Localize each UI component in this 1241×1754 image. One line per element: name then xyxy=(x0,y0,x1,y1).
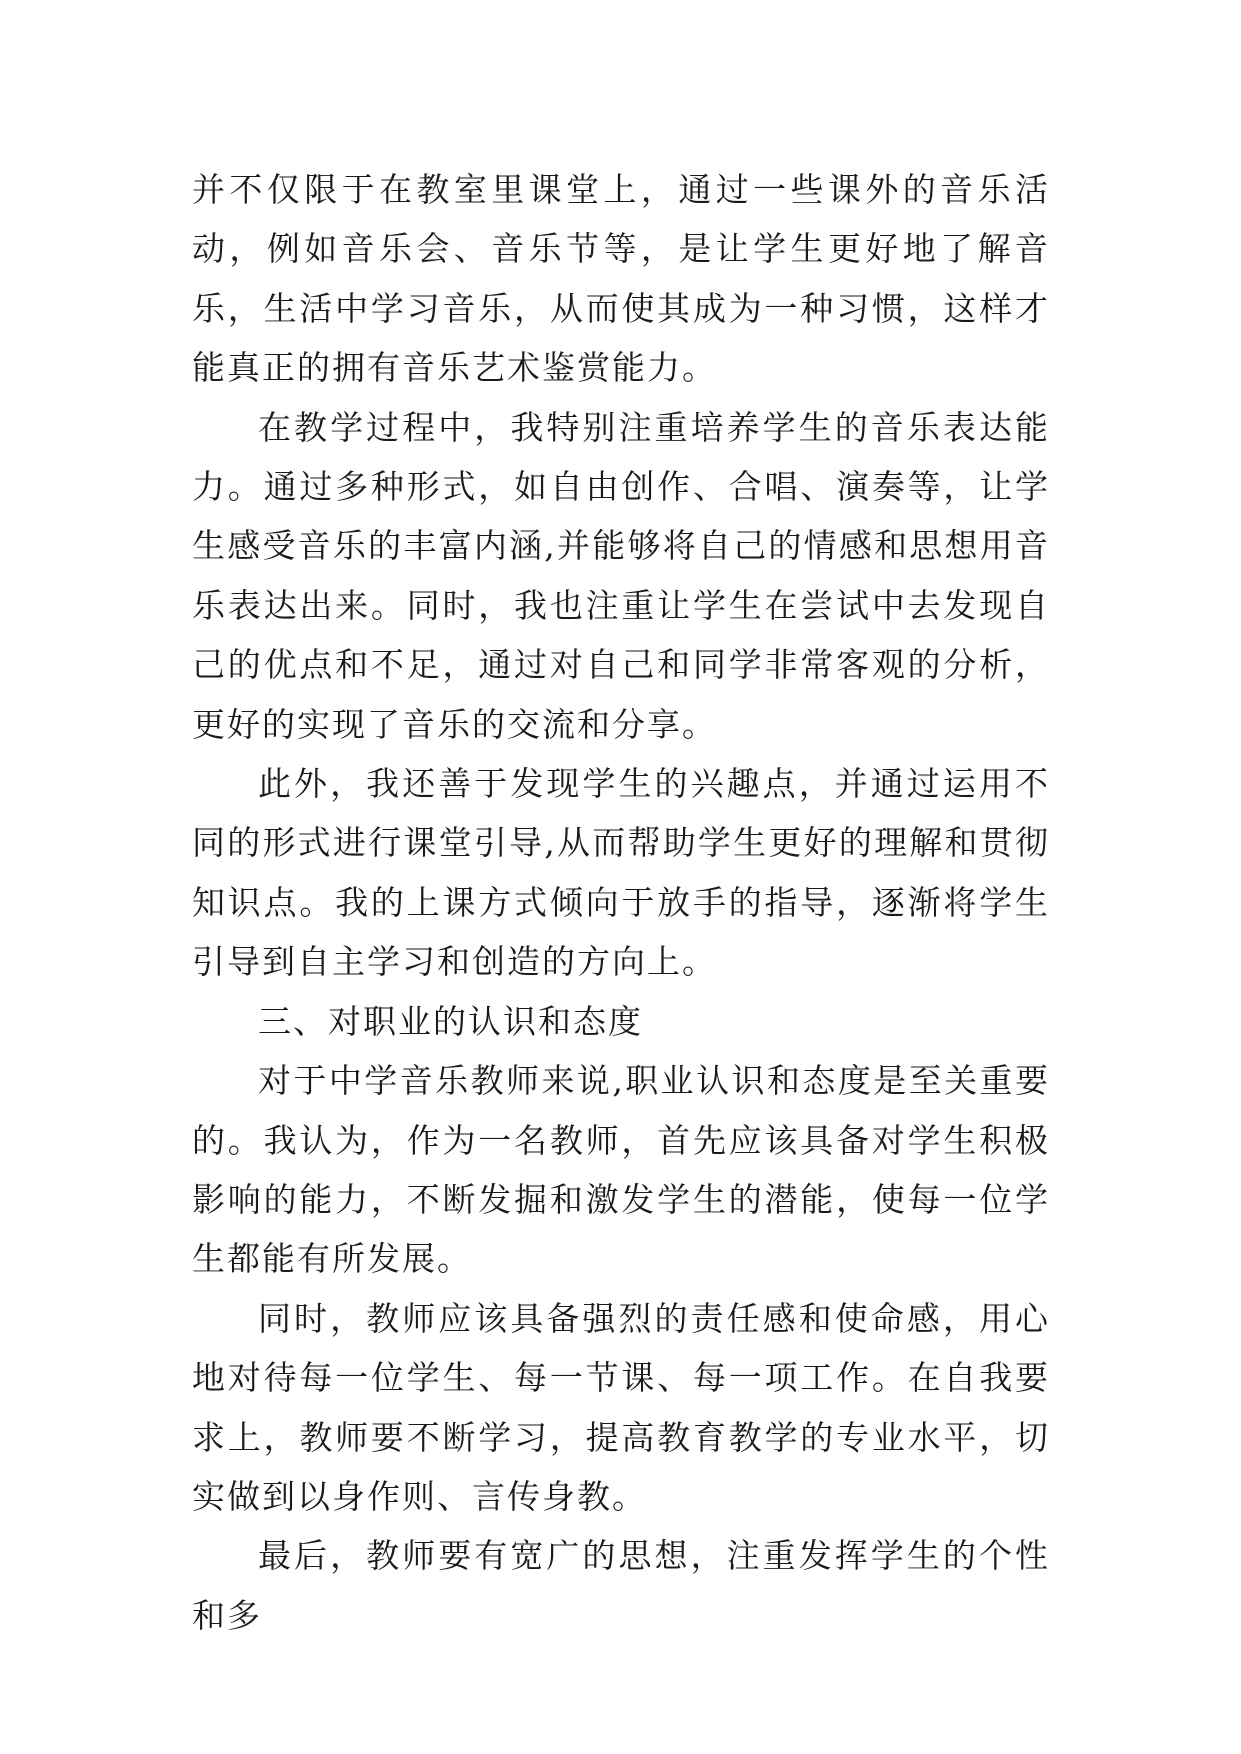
paragraph-2: 在教学过程中，我特别注重培养学生的音乐表达能力。通过多种形式，如自由创作、合唱、演奏等，让学生感受音乐的丰富内涵,并能够将自己的情感和思想用音乐表达出来。同时，我也注重让学生在尝试中去发现自己的优点和不足，通过对自己和同学非常客观的分析，更好的实现了音乐的交流和分享。 xyxy=(192,407,1050,744)
paragraph-3: 此外，我还善于发现学生的兴趣点，并通过运用不同的形式进行课堂引导,从而帮助学生更好的理解和贯彻知识点。我的上课方式倾向于放手的指导，逐渐将学生引导到自主学习和创造的方向上。 xyxy=(192,764,1050,982)
section-heading: 三、对职业的认识和态度 xyxy=(258,1001,643,1041)
paragraph-4: 对于中学音乐教师来说,职业认识和态度是至关重要的。我认为，作为一名教师，首先应该具备对学生积极影响的能力，不断发掘和激发学生的潜能，使每一位学生都能有所发展。 xyxy=(192,1061,1050,1279)
paragraph-6: 最后，教师要有宽广的思想，注重发挥学生的个性和多 xyxy=(192,1536,1050,1635)
document-body xyxy=(192,160,1050,1645)
paragraph-5: 同时，教师应该具备强烈的责任感和使命感，用心地对待每一位学生、每一节课、每一项工作。在自我要求上，教师要不断学习，提高教育教学的专业水平，切实做到以身作则、言传身教。 xyxy=(192,1298,1050,1516)
paragraph-1: 并不仅限于在教室里课堂上，通过一些课外的音乐活动，例如音乐会、音乐节等，是让学生更好地了解音乐，生活中学习音乐，从而使其成为一种习惯，这样才能真正的拥有音乐艺术鉴赏能力。 xyxy=(192,170,1050,388)
